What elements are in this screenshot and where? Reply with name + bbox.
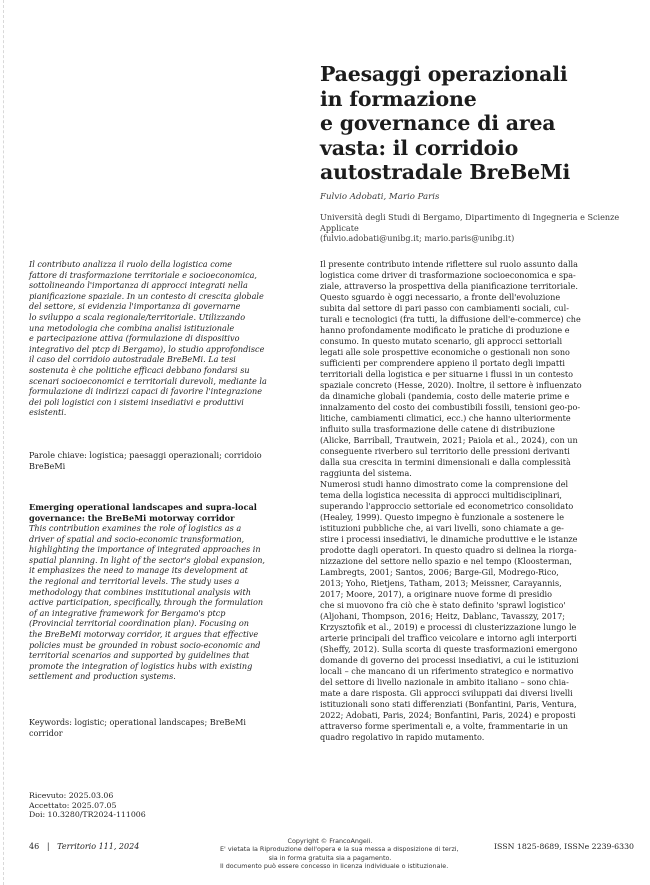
abstract-line: sottolineando l'importanza di approcci integrati nella [29,280,248,291]
body-line: locali – che mancano di un riferimento strategico e normativo [320,666,574,676]
abstract-line: pianificazione spaziale. In un contesto di crescita globale [29,290,264,301]
abstract-english [29,523,299,682]
body-line: sufficienti per comprendere appieno il portato degli impatti [320,358,565,368]
body-line: del settore di livello nazionale in ambito italiano – sono chia- [320,677,569,687]
abstract-line: policies must be grounded in robust socio-economic and [29,639,261,650]
title-line: in formazione [320,86,477,111]
body-line: 2013; Yoho, Rietjens, Tatham, 2013; Meissner, Carayannis, [320,578,562,588]
keywords-line: Parole chiave: logistica; paesaggi operazionali; corridoio [29,450,262,460]
copyright-line: sia in forma gratuita sia a pagamento. [268,853,392,862]
abstract-line: Il contributo analizza il ruolo della logistica come [29,259,233,269]
received-date: Ricevuto: 2025.03.06 [29,791,114,800]
body-line: territoriali della logistica e per situarne i flussi in un contesto [320,369,574,379]
body-line: quadro regolativo in rapido mutamento. [320,732,485,742]
body-line: ziale, attraverso la prospettiva della pianificazione territoriale. [320,281,578,291]
body-line: mate a dare risposta. Gli approcci sviluppati dai diversi livelli [320,688,573,698]
body-line: dalla sua crescita in termini dimensionali e dalla complessità [320,457,571,467]
body-line: che si muovono fra ciò che è stato definito 'sprawl logistico' [320,600,566,610]
authors: Fulvio Adobati, Mario Paris [320,192,440,202]
abstract-line: integrativo del ptcp di Bergamo), lo studio approfondisce [29,343,265,354]
body-line: consumo. In questo mutato scenario, gli approcci settoriali [320,336,563,346]
keywords-english [29,717,299,738]
abstract-italian [29,259,299,418]
body-line: turali e tecnologici (fra tutti, la diffusione dell'e-commerce) che [320,314,581,324]
keywords-line: Keywords: logistic; operational landscapes; BreBeMi [29,717,246,727]
copyright-line: Copyright © FrancoAngeli. [287,837,373,845]
title-line: e governance di area [320,111,556,135]
body-line: logistica come driver di trasformazione socioeconomica e spa- [320,270,576,280]
body-line: (Aljohani, Thompson, 2016; Heitz, Dablanc, Tavasszy, 2017; [320,611,566,621]
body-line: (Alicke, Barriball, Trautwein, 2021; Paiola et al., 2024), con un [320,435,578,445]
body-line: istituzioni pubbliche che, ai vari livelli, sono chiamate a ge- [320,523,564,533]
page-footer-left: 46 | Territorio 111, 2024 [29,842,140,851]
body-line: (Sheffy, 2012). Sulla scorta di queste trasformazioni emergono [320,644,578,654]
body-line: superando l'approccio settoriale ed econometrico consolidato [320,501,574,511]
abstract-line: e partecipazione attiva (formulazione di dispositivo [29,333,240,344]
body-line: Numerosi studi hanno dimostrato come la comprensione del [320,479,569,489]
body-line: hanno profondamente modificato le pratiche di produzione e [320,325,570,335]
issn: ISSN 1825-8689, ISSNe 2239-6330 [493,842,634,851]
body-line: Il presente contributo intende riflettere sul ruolo assunto dalla [320,259,578,269]
abstract-line: territorial scenarios and supported by guidelines that [29,650,250,661]
title-line: autostradale BreBeMi [320,160,571,184]
abstract-line: settlement and production systems. [29,671,176,682]
body-line: Questo sguardo è oggi necessario, a fronte dell'evoluzione [320,292,561,302]
body-line: Krzysztofik et al., 2019) e processi di clusterizzazione lungo le [320,622,577,632]
english-title-line: Emerging operational landscapes and supra-local [29,502,257,512]
abstract-line: the regional and territorial levels. The study uses a [29,575,240,586]
abstract-line: spatial planning. In light of the sector's global expansion, [29,554,265,565]
abstract-line: This contribution examines the role of logistics as a [29,523,242,533]
abstract-line: sostenuta è che politiche efficaci debbano fondarsi su [29,364,250,375]
body-line: litiche, cambiamenti climatici, ecc.) che hanno ulteriormente [320,413,571,423]
abstract-line: dei poli logistici con i sistemi insediativi e produttivi [29,396,244,407]
affiliation-line: (fulvio.adobati@unibg.it; mario.paris@unibg.it) [320,233,515,243]
abstract-line: fattore di trasformazione territoriale e socioeconomica, [29,269,258,280]
abstract-line: methodology that combines institutional analysis with [29,586,251,597]
english-title [29,502,304,523]
copyright-line: E' vietata la Riproduzione dell'opera e la sua messa a disposizione di terzi, [220,845,459,854]
journal-name: Territorio 111, 2024 [57,842,140,851]
body-line: istituzionali sono stati differenziati (Bonfantini, Paris, Ventura, [320,699,577,709]
abstract-line: il caso del corridoio autostradale BreBeMi. La tesi [29,354,236,365]
copyright-line: Il documento può essere concesso in licenza individuale o istituzionale. [220,862,449,871]
accepted-date: Accettato: 2025.07.05 [29,800,117,810]
affiliation [320,212,638,244]
abstract-line: active participation, specifically, through the formulation [29,597,264,608]
page-edge-guide [0,0,4,885]
affiliation-line: Applicate [320,222,359,233]
body-line: (Healey, 1999). Questo impegno è funzionale a sostenere le [320,512,565,522]
abstract-line: the BreBeMi motorway corridor, it argues that effective [29,628,259,639]
abstract-line: scenari socioeconomici e territoriali durevoli, mediante la [29,375,267,386]
copyright-notice [220,837,459,871]
english-title-line: governance: the BreBeMi motorway corridor [29,512,235,523]
abstract-line: formulazione di indirizzi capaci di favorire l'integrazione [29,386,263,397]
body-line: subita dal settore di pari passo con cambiamenti sociali, cul- [320,303,569,313]
body-line: influito sulla trasformazione delle catene di distribuzione [320,424,555,434]
submission-dates [29,791,146,820]
abstract-line: highlighting the importance of integrated approaches in [29,544,261,555]
body-line: domande di governo dei processi insediativi, a cui le istituzioni [320,655,579,665]
abstract-line: esistenti. [29,407,67,418]
abstract-line: it emphasizes the need to manage its development at [29,565,248,576]
body-line: tema della logistica necessita di approcci multidisciplinari, [320,490,562,500]
body-line: conseguente riverbero sul territorio delle pressioni derivanti [320,446,570,456]
keywords-italian [29,450,299,471]
abstract-line: driver of spatial and socio-economic transformation, [29,533,245,544]
body-line: raggiunta del sistema. [320,468,412,478]
abstract-line: una metodologia che combina analisi istituzionale [29,322,235,333]
body-line: prodotte dagli operatori. In questo quadro si delinea la riorga- [320,545,577,555]
body-line: stire i processi insediativi, le dinamiche produttive e le istanze [320,534,578,544]
abstract-line: del settore, si evidenzia l'importanza di governarne [29,301,241,312]
keywords-line: corridor [29,727,63,738]
body-line: innalzamento del costo dei combustibili fossili, tensioni geo-po- [320,402,581,412]
affiliation-line: Università degli Studi di Bergamo, Dipartimento di Ingegneria e Scienze [320,212,620,222]
title-line: Paesaggi operazionali [320,62,568,86]
body-line: legati alle sole prospettive economiche o gestionali non sono [320,347,570,357]
body-line: attraverso forme sperimentali e, a volte, frammentarie in un [320,721,569,731]
body-text [320,259,638,743]
abstract-line: of an integrative framework for Bergamo's ptcp [29,607,226,618]
doi: Doi: 10.3280/TR2024-111006 [29,810,146,820]
body-line: arterie principali del traffico veicolare e intorno agli interporti [320,633,577,643]
abstract-line: promote the integration of logistics hubs with existing [29,660,253,671]
body-line: nizzazione del settore nello spazio e nel tempo (Kloosterman, [320,556,572,566]
body-line: da dinamiche globali (pandemia, costo delle materie prime e [320,391,570,401]
body-line: Lambregts, 2001; Santos, 2006; Barge-Gil, Modrego-Rico, [320,567,559,577]
body-line: 2017; Moore, 2017), a originare nuove forme di presidio [320,589,552,599]
page-number: 46 [29,842,40,851]
abstract-line: lo sviluppo a scala regionale/territoriale. Utilizzando [29,311,246,322]
body-line: spaziale concreto (Hesse, 2020). Inoltre, il settore è influenzato [320,380,582,390]
title-line: vasta: il corridoio [320,135,519,160]
abstract-line: (Provincial territorial coordination plan). Focusing on [29,618,249,629]
keywords-line: BreBeMi [29,460,66,471]
body-line: 2022; Adobati, Paris, 2024; Bonfantini, Paris, 2024) e proposti [320,710,576,720]
article-title [320,62,638,185]
